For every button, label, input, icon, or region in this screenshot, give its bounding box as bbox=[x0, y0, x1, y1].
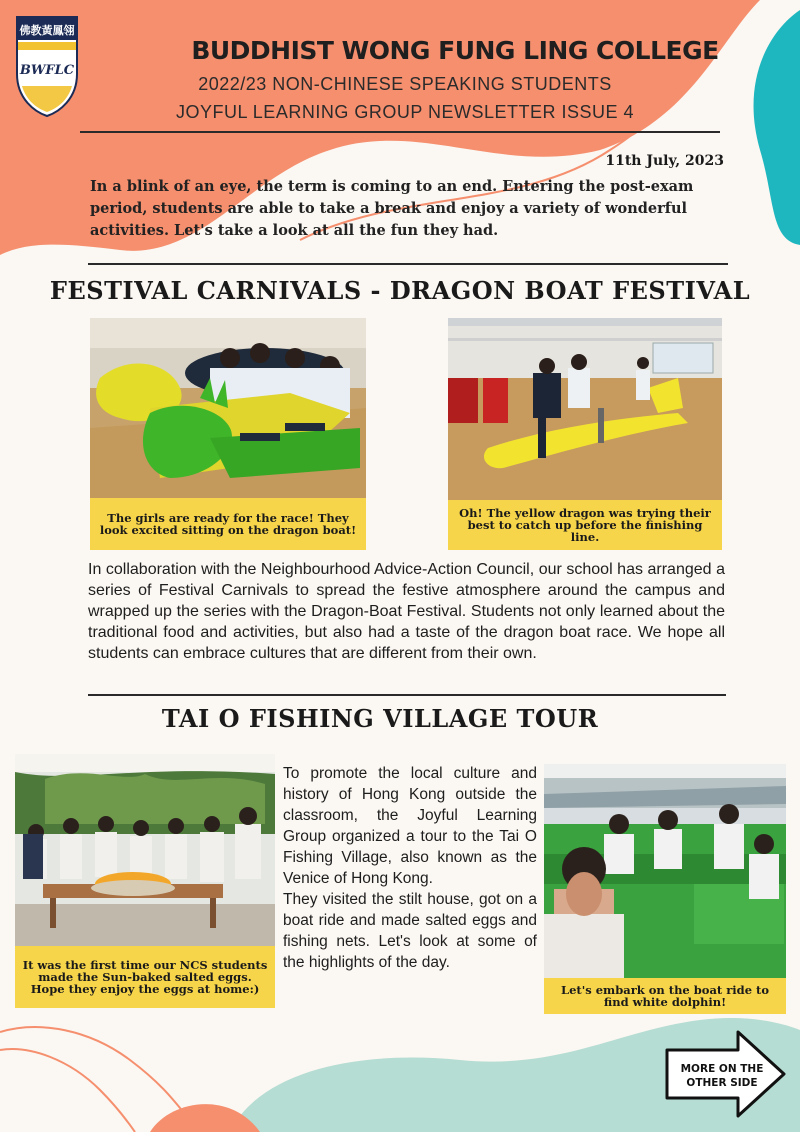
photo-caption-girls-ready: The girls are ready for the race! They look excited sitting on the dragon boat! bbox=[90, 498, 366, 550]
newsletter-subtitle-line1: 2022/23 NON-CHINESE SPEAKING STUDENTS bbox=[198, 74, 612, 94]
photo-students-salted-eggs bbox=[15, 754, 275, 946]
tai-o-paragraph-2: They visited the stilt house, got on a boat ride and made salted eggs and fishing nets. Let's look at some of the highlights of the day. bbox=[283, 891, 537, 971]
photo-yellow-dragon-boat bbox=[448, 318, 722, 500]
intro-paragraph: In a blink of an eye, the term is coming to an end. Entering the post-exam period, students are able to take a break and enjoy a variety of wonderful activities. Let's take a look at all the fun they had. bbox=[90, 178, 694, 239]
photo-green-dragon-boat bbox=[90, 318, 366, 498]
tai-o-paragraph bbox=[283, 763, 537, 973]
issue-date: 11th July, 2023 bbox=[605, 153, 724, 169]
photo-caption-yellow-dragon: Oh! The yellow dragon was trying their best to catch up before the finishing line. bbox=[448, 500, 722, 550]
photo-caption-boat-ride: Let's embark on the boat ride to find white dolphin! bbox=[544, 978, 786, 1014]
school-logo bbox=[14, 14, 80, 118]
logo-chinese-text: 佛教黃鳳翎 bbox=[19, 24, 75, 37]
section1-divider bbox=[88, 694, 726, 696]
school-name: BUDDHIST WONG FUNG LING COLLEGE bbox=[191, 36, 719, 65]
dragon-boat-paragraph: In collaboration with the Neighbourhood Advice-Action Council, our school has arranged a series of Festival Carnivals to spread the festive atmosphere around the campus and wrapped up the series with the Dragon-Boat Festival. Students not only learned about the traditional food and activities, but also had a taste of the dragon boat race. We hope all students can embrace cultures that are different from their own. bbox=[88, 561, 725, 662]
logo-bwflc-text: BWFLC bbox=[19, 63, 75, 78]
photo-boat-ride bbox=[544, 764, 786, 978]
section-title-tai-o: TAI O FISHING VILLAGE TOUR bbox=[161, 704, 599, 733]
intro-divider bbox=[88, 263, 728, 265]
tai-o-paragraph-1: To promote the local culture and history of Hong Kong outside the classroom, the Joyful Learning Group organized a tour to the Tai O Fishing Village, also known as the Venice of Hong Kong. bbox=[283, 765, 537, 887]
header-divider bbox=[80, 131, 720, 133]
section-title-dragon-boat: FESTIVAL CARNIVALS - DRAGON BOAT FESTIVAL bbox=[49, 276, 751, 305]
more-on-other-side-label[interactable]: MORE ON THE OTHER SIDE bbox=[680, 1063, 764, 1089]
newsletter-subtitle-line2: JOYFUL LEARNING GROUP NEWSLETTER ISSUE 4 bbox=[175, 102, 635, 122]
photo-caption-salted-eggs: It was the first time our NCS students made the Sun-baked salted eggs. Hope they enjoy the eggs at home:) bbox=[15, 946, 275, 1008]
